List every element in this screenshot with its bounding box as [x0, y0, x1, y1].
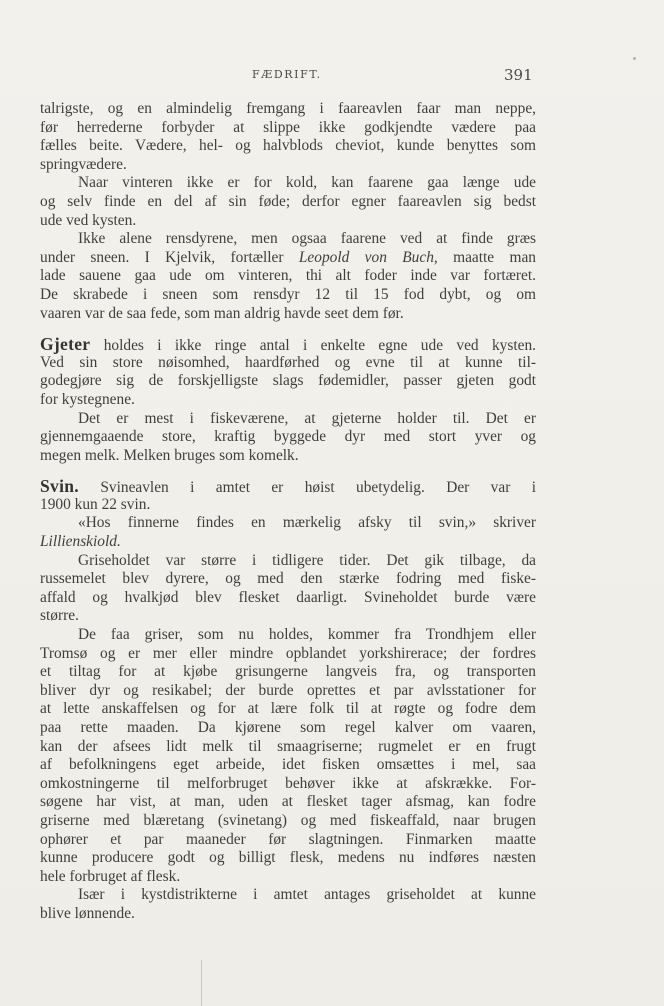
text-line: ude ved kysten. — [40, 211, 137, 229]
paragraph-quote — [40, 514, 536, 551]
text-line: før herrederne forbyder at slippe ikke godkjendte vædere paa — [40, 118, 536, 136]
paragraph — [40, 886, 536, 923]
text-segment: holdes i ikke ringe antal i enkelte egne ude ved kysten. — [90, 337, 536, 355]
paragraph — [40, 100, 536, 174]
italic-name: Leopold von Buch, — [298, 248, 438, 266]
text-line: 1900 kun 22 svin. — [40, 495, 151, 513]
text-line-with-lead — [40, 477, 536, 496]
text-line: springvædere. — [40, 155, 127, 173]
paragraph — [40, 410, 536, 466]
text-line: affald og hvalkjød blev flesket daarligt. Svineholdet burde være — [40, 588, 536, 606]
paper-speck — [633, 57, 636, 60]
text-line: Det er mest i fiskeværene, at gjeterne holder til. Det er — [78, 409, 536, 427]
text-line: af befolkningens eget arbeide, idet fisken omsættes i mel, saa — [40, 756, 536, 774]
text-line: kan der afsees lidt melk til smaagriserne; rugmelet er en frugt — [40, 737, 536, 755]
section-lead-word: Svin. — [40, 476, 79, 497]
paragraph — [40, 174, 536, 230]
text-line: gjennemgaaende store, kraftig byggede dyr med stort yver og — [40, 428, 536, 446]
text-line: omkostningerne til melforbruget behøver ikke at afskrække. For- — [40, 774, 536, 792]
paragraph — [40, 230, 536, 323]
text-line-with-lead — [40, 335, 536, 354]
text-line-with-italic — [40, 249, 536, 268]
paragraph — [40, 626, 536, 886]
page-fold-line — [201, 960, 202, 1006]
section-goats — [40, 335, 536, 409]
text-line: søgene har vist, at man, uden at flesket tager afsmag, kan fodre — [40, 793, 536, 811]
body-text — [40, 100, 536, 924]
text-line: Især i kystdistrikterne i amtet antages griseholdet at kunne — [78, 886, 536, 904]
text-line: De skrabede i sneen som rensdyr 12 til 15 fod dybt, og om — [40, 285, 536, 303]
text-line: griserne med blæretang (svinetang) og med fiskeaffald, naar brugen — [40, 811, 536, 829]
running-title: FÆDRIFT. — [252, 68, 322, 81]
text-line: De faa griser, som nu holdes, kommer fra Trondhjem eller — [78, 626, 536, 644]
text-line: paa rette maaden. Da kjørene som regel kalver om vaaren, — [40, 719, 536, 736]
page-number: 391 — [504, 66, 533, 84]
section-gap — [40, 465, 536, 477]
text-line: «Hos finnerne findes en mærkelig afsky til svin,» skriver — [78, 514, 536, 532]
text-line: godegjøre sig de forskjelligste slags fødemidler, passer gjeten godt — [40, 372, 536, 390]
text-line: ophører et par maaneder før slagtningen. Finmarken maatte — [40, 830, 536, 848]
text-line: Tromsø og er mer eller mindre opblandet yorkshirerace; der fordres — [40, 644, 536, 662]
text-line: Griseholdet var større i tidligere tider. Det gik tilbage, da — [78, 551, 536, 569]
text-line: bliver dyr og resikabel; der burde oprettes et par avlsstationer for — [40, 681, 536, 699]
text-line: Ikke alene rensdyrene, men ogsaa faarene ved at finde græs — [78, 230, 536, 248]
text-line: russemelet blev dyrere, og med den stærke fodring med fiske- — [40, 570, 536, 588]
text-line: og selv finde en del af sin føde; derfor egner faareavlen sig bedst — [40, 192, 536, 210]
section-gap — [40, 323, 536, 335]
section-pigs — [40, 477, 536, 514]
text-line: for kystegnene. — [40, 390, 135, 408]
text-segment: Svineavlen i amtet er høist ubetydelig. Der var i — [78, 479, 536, 497]
text-line: blive lønnende. — [40, 904, 135, 922]
text-line: megen melk. Melken bruges som komelk. — [40, 446, 299, 464]
text-line: kunne producere godt og billigt flesk, medens nu indføres næsten — [40, 849, 536, 867]
text-line: et tiltag for at kjøbe grisungerne langveis fra, og transporten — [40, 663, 536, 681]
text-line: Ved sin store nøisomhed, haardførhed og evne til at kunne til- — [40, 353, 536, 371]
text-line: at lette anskaffelsen og for at lære folk til at røgte og fodre dem — [40, 700, 536, 718]
paragraph — [40, 552, 536, 626]
text-line: lade sauene gaa ude om vinteren, thi alt foder inde var fortæret. — [40, 267, 536, 285]
page-header — [0, 66, 664, 86]
text-line: talrigste, og en almindelig fremgang i faareavlen faar man neppe, — [40, 100, 536, 117]
text-segment: maatte man — [437, 248, 536, 266]
text-line-italic — [40, 533, 536, 552]
text-line: vaaren var de saa fede, som man aldrig havde seet dem før. — [40, 304, 404, 322]
text-line: hele forbruget af flesk. — [40, 867, 181, 885]
section-lead-word: Gjeter — [40, 334, 91, 355]
text-line: fælles beite. Vædere, hel- og halvblods cheviot, kunde benyttes som — [40, 137, 536, 155]
text-segment: under sneen. I Kjelvik, fortæller — [40, 248, 299, 266]
text-line: Naar vinteren ikke er for kold, kan faarene gaa længe ude — [78, 174, 536, 192]
text-line: større. — [40, 607, 79, 625]
italic-name: Lillienskiold. — [40, 533, 121, 551]
